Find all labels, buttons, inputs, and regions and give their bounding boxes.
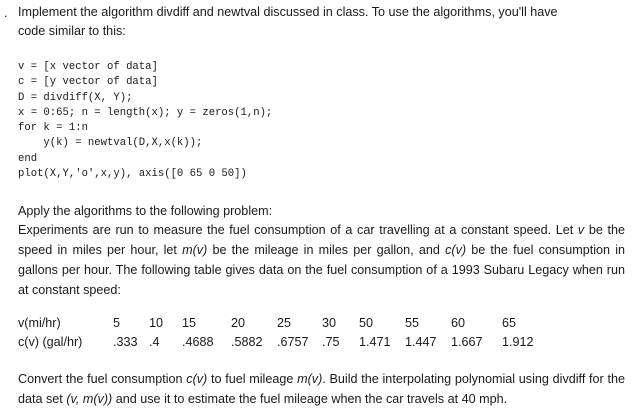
table-cell: .333 bbox=[113, 334, 138, 349]
code-line: end bbox=[18, 152, 38, 165]
conclusion-text: . Build the interpolating polynomial using divdiff for the data set bbox=[18, 372, 625, 406]
var-mv: m(v) bbox=[297, 372, 323, 386]
table-cell: 50 bbox=[359, 315, 374, 330]
table-cell: 30 bbox=[322, 315, 337, 330]
table-cell: 15 bbox=[182, 315, 197, 330]
code-line: x = 0:65; n = length(x); y = zeros(1,n); bbox=[18, 106, 273, 119]
problem-text: be the fuel consumption in gallons per hour. The following table gives data on the fuel consumption of a 1993 Subaru Legacy when run at constant speed: bbox=[18, 243, 625, 297]
code-line: y(k) = newtval(D,X,x(k)); bbox=[18, 137, 203, 150]
conclusion-text: Convert the fuel consumption bbox=[18, 372, 187, 386]
var-cv: c(v) bbox=[186, 372, 208, 386]
table-cell: .75 bbox=[322, 334, 340, 349]
conclusion-paragraph bbox=[18, 370, 625, 409]
row-label-speed: v(mi/hr) bbox=[18, 315, 61, 330]
var-v: v bbox=[577, 223, 585, 237]
table-row bbox=[18, 332, 534, 351]
intro-line-1: Implement the algorithm divdiff and newtval discussed in class. To use the algorithms, you'll have bbox=[18, 5, 558, 19]
table-cell: 1.471 bbox=[359, 334, 391, 349]
code-line: D = divdiff(X, Y); bbox=[18, 91, 133, 104]
table-cell: 1.912 bbox=[502, 334, 534, 349]
table-cell: 20 bbox=[231, 315, 246, 330]
table-cell: .4688 bbox=[182, 334, 214, 349]
problem-text: be the mileage in miles per gallon, and bbox=[207, 243, 446, 257]
row-label-consumption: c(v) (gal/hr) bbox=[18, 334, 83, 349]
intro-line-2: code similar to this: bbox=[18, 23, 126, 38]
fuel-data-table bbox=[18, 313, 534, 351]
problem-paragraph bbox=[18, 220, 625, 300]
problem-text: Experiments are run to measure the fuel consumption of a car travelling at a constant speed. Let bbox=[18, 223, 578, 237]
table-cell: 10 bbox=[149, 315, 164, 330]
table-row bbox=[18, 313, 534, 332]
table-cell: 55 bbox=[405, 315, 420, 330]
conclusion-text: to fuel mileage bbox=[207, 372, 298, 386]
table-cell: .5882 bbox=[231, 334, 263, 349]
problem-text: be the speed in miles per hour, let bbox=[18, 223, 626, 257]
conclusion-text: and use it to estimate the fuel mileage when the car travels at 40 mph. bbox=[112, 391, 508, 406]
list-bullet: . bbox=[4, 6, 8, 20]
var-mv: m(v) bbox=[182, 243, 208, 257]
table-cell: .6757 bbox=[277, 334, 309, 349]
code-line: for k = 1:n bbox=[18, 122, 88, 135]
table-cell: 1.667 bbox=[451, 334, 483, 349]
intro-paragraph bbox=[18, 3, 625, 40]
code-block bbox=[18, 60, 272, 182]
table-cell: 25 bbox=[277, 315, 292, 330]
table-cell: .4 bbox=[149, 334, 160, 349]
table-cell: 5 bbox=[113, 315, 121, 330]
code-line: plot(X,Y,'o',x,y), axis([0 65 0 50]) bbox=[18, 168, 247, 181]
code-line: c = [y vector of data] bbox=[18, 76, 158, 89]
var-cv: c(v) bbox=[445, 243, 467, 257]
table-cell: 60 bbox=[451, 315, 466, 330]
var-data-set: (v, m(v)) bbox=[66, 391, 113, 406]
table-cell: 65 bbox=[502, 315, 517, 330]
code-line: v = [x vector of data] bbox=[18, 61, 158, 73]
table-cell: 1.447 bbox=[405, 334, 437, 349]
problem-heading: Apply the algorithms to the following problem: bbox=[18, 204, 273, 218]
